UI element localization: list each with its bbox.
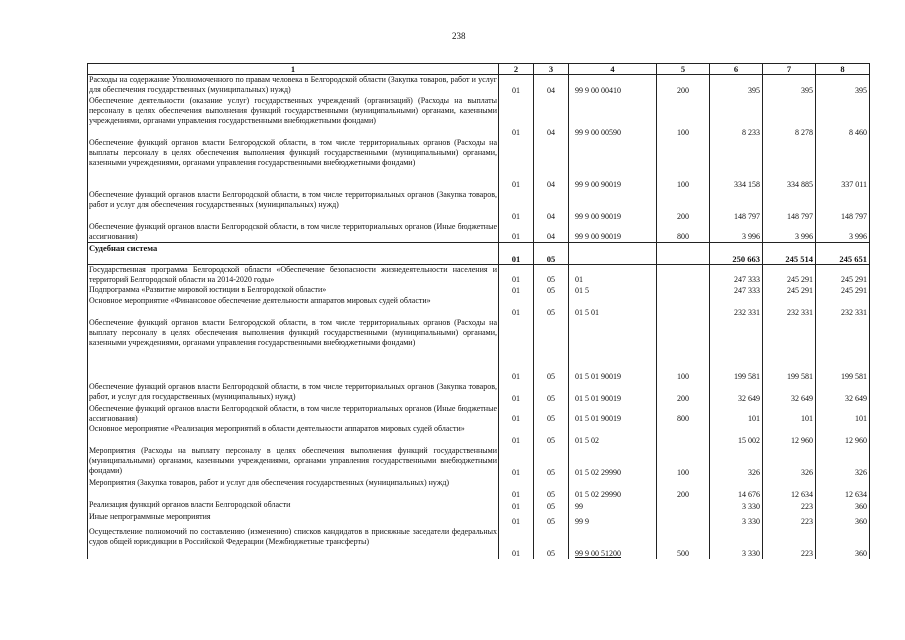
- section-code-cell: 01: [499, 264, 534, 285]
- subsection-code-cell: 04: [534, 190, 569, 222]
- subsection-code-cell: 05: [534, 318, 569, 382]
- col-header-7: 7: [763, 64, 816, 75]
- expense-type-cell: 200: [657, 75, 710, 96]
- amount-col8-cell: 199 581: [816, 318, 870, 382]
- section-code-cell: 01: [499, 138, 534, 190]
- target-article-cell: 01 5 02 29990: [569, 446, 657, 478]
- amount-col8-cell: 8 460: [816, 96, 870, 138]
- row-name-cell: Основное мероприятие «Реализация мероприятий в области деятельности аппаратов мировых судей области»: [88, 424, 499, 446]
- row-name-cell: Основное мероприятие «Финансовое обеспечение деятельности аппаратов мировых судей области»: [88, 296, 499, 318]
- amount-col8-cell: 32 649: [816, 382, 870, 404]
- table-row: [88, 424, 870, 446]
- row-name-cell: Обеспечение функций органов власти Белгородской области, в том числе территориальных органов (Закупка товаров, работ, и услуг для государственных (муниципальных) нужд): [88, 382, 499, 404]
- section-code-cell: 01: [499, 446, 534, 478]
- amount-col7-cell: 245 291: [763, 285, 816, 296]
- expense-type-cell: [657, 512, 710, 527]
- amount-col6-cell: 101: [710, 404, 763, 424]
- row-name-cell: Мероприятия (Расходы на выплату персоналу в целях обеспечения выполнения функций государственными (муниципальными) органами, казенными учреждениями, органами управления государственными внебюджетными фондами): [88, 446, 499, 478]
- amount-col6-cell: 395: [710, 75, 763, 96]
- target-article-cell: 01 5 02 29990: [569, 478, 657, 500]
- budget-table: [87, 63, 870, 559]
- amount-col6-cell: 326: [710, 446, 763, 478]
- subsection-code-cell: 05: [534, 404, 569, 424]
- subsection-code-cell: 05: [534, 478, 569, 500]
- amount-col6-cell: 3 330: [710, 500, 763, 512]
- subsection-code-cell: 04: [534, 222, 569, 243]
- amount-col8-cell: 12 634: [816, 478, 870, 500]
- table-row: [88, 264, 870, 285]
- target-article-cell: 01 5 01: [569, 296, 657, 318]
- amount-col8-cell: 3 996: [816, 222, 870, 243]
- target-article-cell: 99 9 00 90019: [569, 222, 657, 243]
- amount-col8-cell: 326: [816, 446, 870, 478]
- row-name-cell: Иные непрограммные мероприятия: [88, 512, 499, 527]
- amount-col8-cell: 148 797: [816, 190, 870, 222]
- row-name-cell: Обеспечение функций органов власти Белгородской области, в том числе территориальных органов (Расходы на выплату персоналу в целях обеспечения выполнения функций государственными (муниципальными) органами, казенными учреждениями, органами управления государственными внебюджетными фондами): [88, 318, 499, 382]
- amount-col8-cell: 337 011: [816, 138, 870, 190]
- row-name-cell: Государственная программа Белгородской области «Обеспечение безопасности жизнедеятельности населения и территорий Белгородской области на 2014-2020 годы»: [89, 264, 497, 284]
- header-row: [88, 64, 870, 75]
- subsection-code-cell: 04: [534, 75, 569, 96]
- row-name-cell: Осуществление полномочий по составлению (изменению) списков кандидатов в присяжные заседатели федеральных судов общей юрисдикции в Российской Федерации (Межбюджетные трансферты): [88, 527, 499, 559]
- amount-col6-cell: 3 996: [710, 222, 763, 243]
- section-code-cell: 01: [499, 527, 534, 559]
- amount-col8-cell: 245 651: [816, 242, 870, 264]
- target-article-cell: 01: [569, 264, 657, 285]
- row-name-cell: Обеспечение деятельности (оказание услуг) государственных учреждений (организаций) (Расходы на выплаты персоналу в целях обеспечения выполнения функций государственными (муниципальными) органами, казенными учреждениями, органами управления государственными внебюджетными фондами): [88, 96, 499, 138]
- amount-col8-cell: 101: [816, 404, 870, 424]
- amount-col7-cell: 334 885: [763, 138, 816, 190]
- row-name-cell: Реализация функций органов власти Белгородской области: [88, 500, 499, 512]
- amount-col8-cell: 245 291: [816, 264, 870, 285]
- expense-type-cell: 100: [657, 318, 710, 382]
- subsection-code-cell: 05: [534, 285, 569, 296]
- expense-type-cell: 100: [657, 138, 710, 190]
- amount-col7-cell: 223: [763, 512, 816, 527]
- row-name-cell: Мероприятия (Закупка товаров, работ и услуг для обеспечения государственных (муниципальных) нужд): [88, 478, 499, 500]
- row-name-cell: Подпрограмма «Развитие мировой юстиции в Белгородской области»: [88, 285, 499, 296]
- target-article-cell: 99 9 00 90019: [569, 190, 657, 222]
- expense-type-cell: 100: [657, 96, 710, 138]
- section-code-cell: 01: [499, 512, 534, 527]
- amount-col6-cell: 232 331: [710, 296, 763, 318]
- section-code-cell: 01: [499, 424, 534, 446]
- col-header-4: 4: [569, 64, 657, 75]
- section-code-cell: 01: [499, 190, 534, 222]
- amount-col6-cell: 334 158: [710, 138, 763, 190]
- expense-type-cell: 800: [657, 404, 710, 424]
- amount-col6-cell: 3 330: [710, 512, 763, 527]
- amount-col6-cell: 250 663: [710, 242, 763, 264]
- section-code-cell: 01: [499, 242, 534, 264]
- expense-type-cell: [657, 424, 710, 446]
- col-header-2: 2: [499, 64, 534, 75]
- amount-col7-cell: 8 278: [763, 96, 816, 138]
- col-header-3: 3: [534, 64, 569, 75]
- section-code-cell: 01: [499, 296, 534, 318]
- col-header-8: 8: [816, 64, 870, 75]
- target-article-cell: 01 5 01 90019: [569, 404, 657, 424]
- table-row: [88, 242, 870, 264]
- amount-col7-cell: 232 331: [763, 296, 816, 318]
- amount-col7-cell: 12 960: [763, 424, 816, 446]
- subsection-code-cell: 05: [534, 527, 569, 559]
- amount-col7-cell: 148 797: [763, 190, 816, 222]
- amount-col7-cell: 245 514: [763, 242, 816, 264]
- amount-col6-cell: 15 002: [710, 424, 763, 446]
- subsection-code-cell: 05: [534, 296, 569, 318]
- table-row: [88, 512, 870, 527]
- amount-col6-cell: 14 676: [710, 478, 763, 500]
- subsection-code-cell: 05: [534, 264, 569, 285]
- amount-col8-cell: 245 291: [816, 285, 870, 296]
- amount-col7-cell: 223: [763, 527, 816, 559]
- table-row: [88, 138, 870, 190]
- table-row: [88, 285, 870, 296]
- table-row: [88, 296, 870, 318]
- table-row: [88, 75, 870, 96]
- amount-col7-cell: 101: [763, 404, 816, 424]
- expense-type-cell: [657, 285, 710, 296]
- section-code-cell: 01: [499, 222, 534, 243]
- target-article-cell: 99 9 00 00590: [569, 96, 657, 138]
- row-name-cell: Судебная система: [88, 242, 499, 264]
- col-header-1: 1: [88, 64, 499, 75]
- page-number: 238: [452, 31, 466, 41]
- target-article-cell: 01 5: [569, 285, 657, 296]
- amount-col6-cell: 247 333: [710, 285, 763, 296]
- amount-col6-cell: 32 649: [710, 382, 763, 404]
- table-row: [88, 500, 870, 512]
- amount-col6-cell: 3 330: [710, 527, 763, 559]
- target-article-cell: 99 9 00 90019: [569, 138, 657, 190]
- table-row: [88, 446, 870, 478]
- row-name-cell: Обеспечение функций органов власти Белгородской области, в том числе территориальных органов (Иные бюджетные ассигнования): [89, 221, 497, 241]
- expense-type-cell: [657, 500, 710, 512]
- amount-col7-cell: 3 996: [763, 222, 816, 243]
- expense-type-cell: 200: [657, 478, 710, 500]
- subsection-code-cell: 05: [534, 512, 569, 527]
- target-article-cell: 99 9 00 51200: [569, 527, 657, 559]
- expense-type-cell: 800: [657, 222, 710, 243]
- table-row: [88, 222, 870, 243]
- section-code-cell: 01: [499, 500, 534, 512]
- subsection-code-cell: 04: [534, 96, 569, 138]
- col-header-6: 6: [710, 64, 763, 75]
- expense-type-cell: [657, 264, 710, 285]
- amount-col8-cell: 360: [816, 512, 870, 527]
- amount-col7-cell: 245 291: [763, 264, 816, 285]
- row-name-cell: Обеспечение функций органов власти Белгородской области, в том числе территориальных органов (Иные бюджетные ассигнования): [89, 404, 497, 423]
- amount-col6-cell: 148 797: [710, 190, 763, 222]
- table-row: [88, 96, 870, 138]
- amount-col7-cell: 12 634: [763, 478, 816, 500]
- section-code-cell: 01: [499, 318, 534, 382]
- amount-col8-cell: 360: [816, 500, 870, 512]
- expense-type-cell: [657, 296, 710, 318]
- expense-type-cell: 100: [657, 446, 710, 478]
- target-article-cell: 99 9 00 00410: [569, 75, 657, 96]
- amount-col6-cell: 247 333: [710, 264, 763, 285]
- table-row: [88, 527, 870, 559]
- subsection-code-cell: 05: [534, 500, 569, 512]
- target-article-cell: 01 5 02: [569, 424, 657, 446]
- subsection-code-cell: 05: [534, 382, 569, 404]
- section-code-cell: 01: [499, 285, 534, 296]
- row-name-cell: Обеспечение функций органов власти Белгородской области, в том числе территориальных органов (Закупка товаров, работ и услуг для обеспечения государственных (муниципальных) нужд): [88, 190, 499, 222]
- expense-type-cell: 500: [657, 527, 710, 559]
- expense-type-cell: [657, 242, 710, 264]
- subsection-code-cell: 05: [534, 446, 569, 478]
- subsection-code-cell: 05: [534, 242, 569, 264]
- amount-col7-cell: 32 649: [763, 382, 816, 404]
- table-row: [88, 318, 870, 382]
- amount-col8-cell: 360: [816, 527, 870, 559]
- section-code-cell: 01: [499, 75, 534, 96]
- table-row: [88, 478, 870, 500]
- table-row: [88, 404, 870, 424]
- amount-col7-cell: 395: [763, 75, 816, 96]
- amount-col8-cell: 395: [816, 75, 870, 96]
- table-row: [88, 190, 870, 222]
- expense-type-cell: 200: [657, 382, 710, 404]
- section-code-cell: 01: [499, 382, 534, 404]
- section-code-cell: 01: [499, 478, 534, 500]
- subsection-code-cell: 05: [534, 424, 569, 446]
- amount-col7-cell: 199 581: [763, 318, 816, 382]
- target-article-cell: 99: [569, 500, 657, 512]
- row-name-cell: Обеспечение функций органов власти Белгородской области, в том числе территориальных органов (Расходы на выплаты персоналу в целях обеспечения выполнения функций государственными (муниципальными) органами, казенными учреждениями, органами управления государственными внебюджетными фондами): [88, 138, 499, 190]
- amount-col8-cell: 232 331: [816, 296, 870, 318]
- table-row: [88, 382, 870, 404]
- section-code-cell: 01: [499, 96, 534, 138]
- amount-col6-cell: 8 233: [710, 96, 763, 138]
- target-article-cell: 01 5 01 90019: [569, 318, 657, 382]
- section-code-cell: 01: [499, 404, 534, 424]
- row-name-cell: Расходы на содержание Уполномоченного по правам человека в Белгородской области (Закупка товаров, работ и услуг для обеспечения государственных (муниципальных) нужд): [89, 75, 497, 94]
- amount-col6-cell: 199 581: [710, 318, 763, 382]
- col-header-5: 5: [657, 64, 710, 75]
- expense-type-cell: 200: [657, 190, 710, 222]
- amount-col7-cell: 326: [763, 446, 816, 478]
- amount-col8-cell: 12 960: [816, 424, 870, 446]
- subsection-code-cell: 04: [534, 138, 569, 190]
- target-article-cell: 01 5 01 90019: [569, 382, 657, 404]
- target-article-cell: 99 9: [569, 512, 657, 527]
- target-article-cell: [569, 242, 657, 264]
- amount-col7-cell: 223: [763, 500, 816, 512]
